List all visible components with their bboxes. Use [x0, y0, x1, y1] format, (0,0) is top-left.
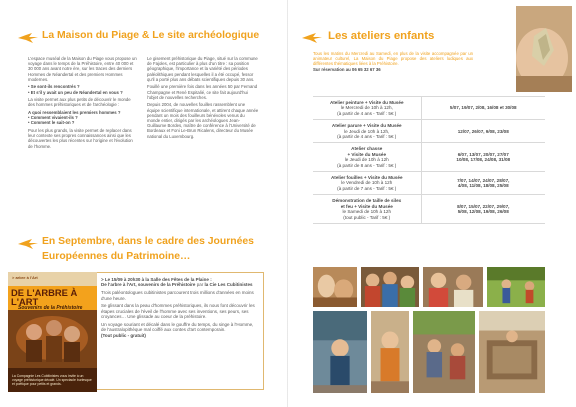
workshop-schedule: le Jeudi de 10h à 12h — [344, 157, 389, 163]
event-poster — [8, 272, 97, 392]
workshop-price: (à partir de 7 ans - Tarif : 5€ ) — [337, 185, 397, 191]
poster-top-line: > arbre à l'Art — [12, 275, 38, 280]
event-date-line: > Le 15/09 à 20h30 à la Salle des Fêtes de la Plaine : — [101, 277, 212, 282]
table-row — [313, 120, 545, 143]
question: • Comment vivaient-ils ? — [28, 115, 78, 121]
workshop-price: (à partir de 8 ans - Tarif : 5€ ) — [337, 162, 397, 168]
event-company: la Cie Les Cubitinistes — [204, 282, 253, 288]
dates-line-2: 5/08, 12/08, 19/08, 26/08 — [457, 209, 509, 215]
workshop-schedule: le Vendredi de 10h à 12h — [341, 180, 393, 186]
question: • Comment le sait-on ? — [28, 120, 75, 126]
paragraph: Trois paléontologues cubitinistes parcourent trois millions d'années en moins d'une heure. — [101, 290, 254, 301]
event-title: De l'arbre à l'Art, souvenirs de la Préhistoire — [101, 282, 196, 288]
paragraph: Fouillé une première fois dans les années 50 par Fernand Champagne et René Espitalié, ce site fait aujourd'hui l'objet de nouvelles recherches. — [147, 84, 258, 100]
workshop-title: Atelier peinture + Visite du Musée — [329, 100, 404, 105]
paragraph: Depuis 2004, de nouvelles fouilles rassemblent une équipe scientifique internationale, et attirent chaque année pendant un mois des fouilleurs bénévoles venus du monde entier, dirigés par les archéologues Jean-Guillaume Bordes, maître de conférence à l'Université de Bordeaux et Foni Le-Brun Ricalens, directeur du Musée national du Luxembourg. — [147, 102, 259, 139]
poster-subtitle: Souvenirs de la Préhistoire — [18, 305, 83, 311]
table-row — [313, 97, 545, 120]
paragraph: Pour les plus grands, la visite permet de replacer dans leur contexte ses propres connaissances ainsi que les découvertes les plus récentes sur l'origine et l'évolution de l'homme. — [28, 128, 133, 149]
bird-icon — [302, 33, 322, 43]
photo-excavation — [412, 310, 476, 394]
workshop-cell — [313, 97, 421, 120]
photo-flint-hand — [516, 6, 572, 92]
event-by: par — [196, 282, 204, 288]
table-row — [313, 172, 545, 195]
paragraph: L'espace muséal de la Maison du Piage vous propose un voyage dans le temps de la Préhistoire, entre 40 000 et 30 000 ans avant notre ère, sur les traces des derniers Hommes de Néandertal et des premiers Hommes modernes. — [28, 56, 137, 82]
event-audience: (Tout public - gratuit) — [101, 332, 146, 338]
workshop-dates — [421, 97, 545, 120]
reservation-text: Sur réservation au 06 65 32 67 36 — [313, 66, 381, 72]
event-details — [101, 277, 259, 341]
photo-children-fire — [360, 266, 420, 308]
workshop-schedule: le Mercredi de 10h à 12h, — [340, 105, 393, 111]
photo-archery — [486, 266, 546, 308]
photo-child-gallery — [312, 310, 368, 394]
table-row — [313, 195, 545, 224]
workshop-title-line2: et feu + Visite du Musée — [340, 203, 393, 209]
dates-line: 12/07, 26/07, 9/08, 23/08 — [457, 128, 509, 134]
photo-dig-site — [478, 310, 546, 394]
poster-title: DE L'ARBRE À L'ART — [11, 287, 78, 307]
dates-line-2: 4/08, 11/08, 18/08, 25/08 — [457, 183, 509, 189]
question: • Se sont-ils rencontrés ? — [28, 84, 80, 90]
section-title-maison: La Maison du Piage & Le site archéologique — [42, 30, 260, 41]
photo-painting-workshop — [312, 266, 358, 308]
dates-line-2: 10/08, 17/08, 24/08, 31/08 — [456, 157, 511, 163]
dates-line: 7/07, 14/07, 24/07, 28/07, — [457, 177, 510, 183]
intro-text: Tous les matins du Mercredi au Samedi, en plus de la visite accompagnée par un animateur culturel, La Maison du Piage propose des ateliers ludiques aux différentes thématiques liées à la Préhistoire. — [313, 51, 473, 67]
section-title-journees-line2: Européennes du Patrimoine… — [42, 251, 191, 262]
dates-line: 8/07, 15/07, 22/07, 29/07, — [457, 203, 510, 209]
workshop-dates — [421, 195, 545, 224]
workshop-title: Atelier parure + Visite du Musée — [331, 123, 402, 129]
paragraph: Le gisement préhistorique du Piage, situé sur la commune de Fajoles, est particulier à plus d'un titre : sa position géographique, l'importance et la variété des périodes paléolithiques pendant lesquelles il a été occupé, fessor qu'il a porté plus ans débats scientifiques depuis 30 ans. — [147, 56, 258, 82]
bird-icon — [18, 239, 38, 249]
workshop-dates — [421, 172, 545, 195]
maison-column-2 — [147, 56, 259, 141]
workshop-schedule: le Jeudi de 10h à 12h, — [344, 128, 390, 134]
table-row — [313, 143, 545, 172]
workshops-table — [313, 96, 545, 224]
photo-child-tools — [370, 310, 410, 394]
maison-column-1 — [28, 56, 138, 151]
section-title-journees: En Septembre, dans le cadre des Journées — [42, 236, 254, 247]
workshop-price: (à partir de 4 ans - Tarif : 5€ ) — [337, 110, 397, 116]
section-title-ateliers: Les ateliers enfants — [328, 30, 435, 42]
dates-line: 6/07, 13/07, 20/07, 27/07 — [457, 151, 509, 157]
paragraph: Un voyage souriant et décalé dans le gouffre du temps, du singe à l'Homme, de l'australopithèque mal coiffé aux contes d'art contemporain. — [101, 322, 254, 333]
workshop-title: Atelier chasse — [351, 146, 383, 152]
workshop-cell — [313, 195, 421, 224]
workshop-price: (tout public - Tarif : 5€ ) — [343, 214, 391, 220]
workshop-title-line2: + Visite du Musée — [347, 151, 387, 157]
workshop-title: Atelier fouilles + Visite du Musée — [330, 175, 403, 181]
dates-line: 5/07, 19/07, 2/08, 16/08 et 30/08 — [449, 105, 517, 111]
bird-icon — [18, 33, 38, 43]
workshop-cell — [313, 120, 421, 143]
ateliers-intro — [313, 51, 473, 74]
workshop-title: Démonstration de taille de silex — [332, 198, 402, 204]
workshop-cell — [313, 143, 421, 172]
paragraph: Se glissant dans la peau d'hommes préhistoriques, ils nous font découvrir les étapes cruciales de l'éveil de l'homme avec ses inventions, ses peurs, ses croyances… Une glissade au coeur de la préhistoire. — [101, 303, 255, 320]
photo-children-craft — [422, 266, 484, 308]
poster-bottom-text: La Compagnie Les Cubitinistes vous invite à un voyage préhistorique décalé. Un spectacle burlesque et poétique pour petits et grands. — [12, 373, 92, 386]
workshop-dates — [421, 143, 545, 172]
question: A quoi ressemblaient les premiers hommes ? — [28, 110, 121, 115]
workshop-cell — [313, 172, 421, 195]
paragraph: La visite permet aux plus petits de découvrir le monde des hommes préhistoriques et de l'archéologie : — [28, 97, 131, 108]
question: • Et s'il y avait un peu de Néandertal en vous ? — [28, 89, 123, 95]
workshop-dates — [421, 120, 545, 143]
workshop-price: (à partir de 4 ans - Tarif : 5€ ) — [337, 134, 397, 140]
workshop-schedule: le Samedi de 10h à 12h — [342, 209, 392, 215]
